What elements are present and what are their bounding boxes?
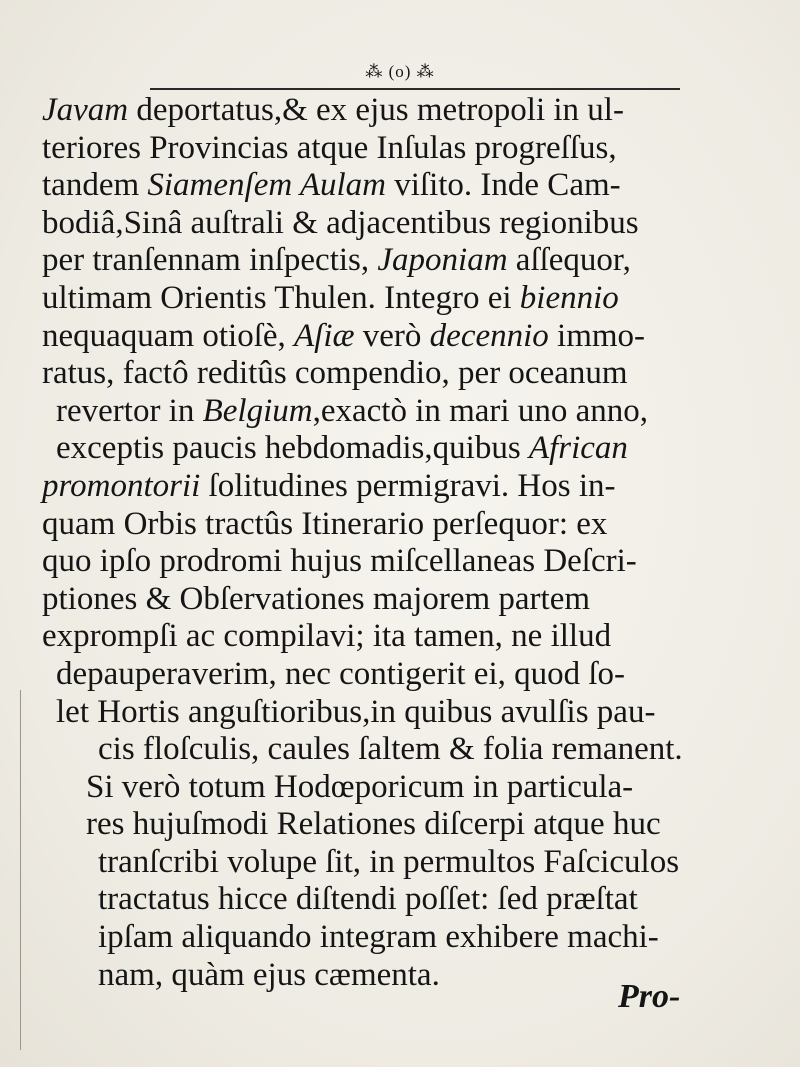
text-run: tranſcribi volupe ſit, in permultos Faſciculos — [98, 843, 680, 880]
italic-run: promontorii — [42, 467, 201, 504]
italic-run: Javam — [42, 92, 129, 128]
text-run: aſſequor, — [507, 242, 631, 279]
text-run: ratus, factô reditûs compendio, per oceanum — [42, 355, 628, 392]
text-run: nam, quàm ejus cæmenta. — [98, 956, 440, 993]
text-run: verò — [354, 317, 430, 354]
text-run: cis floſculis, caules ſaltem & folia remanent. — [98, 731, 683, 768]
text-line-5 — [42, 242, 732, 280]
text-run: quo ipſo prodromi hujus miſcellaneas Deſcri- — [42, 543, 637, 580]
text-line-11 — [42, 468, 732, 506]
text-line-20 — [42, 806, 732, 844]
text-line-22 — [42, 881, 732, 919]
text-run: let Hortis anguſtioribus,in quibus avulſis pau- — [56, 693, 656, 730]
text-line-3 — [42, 167, 732, 205]
text-line-16 — [42, 656, 732, 694]
italic-run: Belgium — [202, 392, 313, 429]
text-line-9 — [42, 393, 732, 431]
page-edge-mark — [20, 690, 21, 1050]
text-run: ipſam aliquando integram exhibere machi- — [98, 919, 659, 956]
text-line-6 — [42, 280, 732, 318]
text-line-12 — [42, 506, 732, 544]
italic-run: decennio — [429, 317, 549, 354]
text-line-2 — [42, 130, 732, 168]
text-run: ,exactò in mari uno anno, — [312, 392, 648, 429]
text-run: tractatus hicce diſtendi poſſet: ſed præſtat — [98, 881, 638, 918]
text-run: exceptis paucis hebdomadis,quibus — [56, 430, 529, 467]
italic-run: Siamenſem Aulam — [147, 167, 386, 204]
text-line-19 — [42, 769, 732, 807]
text-line-4 — [42, 205, 732, 243]
text-line-7 — [42, 318, 732, 356]
italic-run: Aſiæ — [294, 317, 355, 354]
text-run: res hujuſmodi Relationes diſcerpi atque huc — [86, 806, 661, 843]
text-line-17 — [42, 694, 732, 732]
text-line-18 — [42, 731, 732, 769]
text-run: per tranſennam inſpectis, — [42, 242, 378, 279]
text-run: immo- — [548, 317, 646, 354]
text-line-21 — [42, 844, 732, 882]
text-line-1 — [42, 92, 732, 130]
text-run: deportatus,& ex ejus metropoli in ul- — [128, 92, 624, 128]
italic-run: African — [528, 430, 628, 467]
body-text — [42, 92, 732, 994]
text-line-14 — [42, 581, 732, 619]
text-line-23 — [42, 919, 732, 957]
text-run: exprompſi ac compilavi; ita tamen, ne illud — [42, 618, 612, 655]
text-run: Si verò totum Hodœporicum in particula- — [86, 768, 634, 805]
text-line-8 — [42, 355, 732, 393]
text-line-15 — [42, 618, 732, 656]
text-run: tandem — [42, 167, 148, 204]
text-run: bodiâ,Sinâ auſtrali & adjacentibus regionibus — [42, 204, 639, 241]
text-run: revertor in — [56, 392, 203, 429]
text-line-10 — [42, 430, 732, 468]
page-ornament: ⁂ (o) ⁂ — [365, 62, 435, 81]
text-run: depauperaverim, nec contigerit ei, quod ſo- — [56, 655, 626, 692]
italic-run: biennio — [519, 279, 619, 316]
text-run: ſolitudines permigravi. Hos in- — [200, 467, 616, 504]
header-rule — [150, 88, 680, 90]
catchword: Pro- — [618, 978, 681, 1015]
text-run: viſito. Inde Cam- — [386, 167, 621, 204]
text-line-13 — [42, 543, 732, 581]
italic-run: Japoniam — [377, 242, 508, 279]
text-run: teriores Provincias atque Inſulas progreſſus, — [42, 129, 617, 166]
text-run: ptiones & Obſervationes majorem partem — [42, 580, 591, 617]
text-run: quam Orbis tractûs Itinerario perſequor: ex — [42, 505, 608, 542]
text-run: ultimam Orientis Thulen. Integro ei — [42, 279, 520, 316]
text-run: nequaquam otioſè, — [42, 317, 295, 354]
